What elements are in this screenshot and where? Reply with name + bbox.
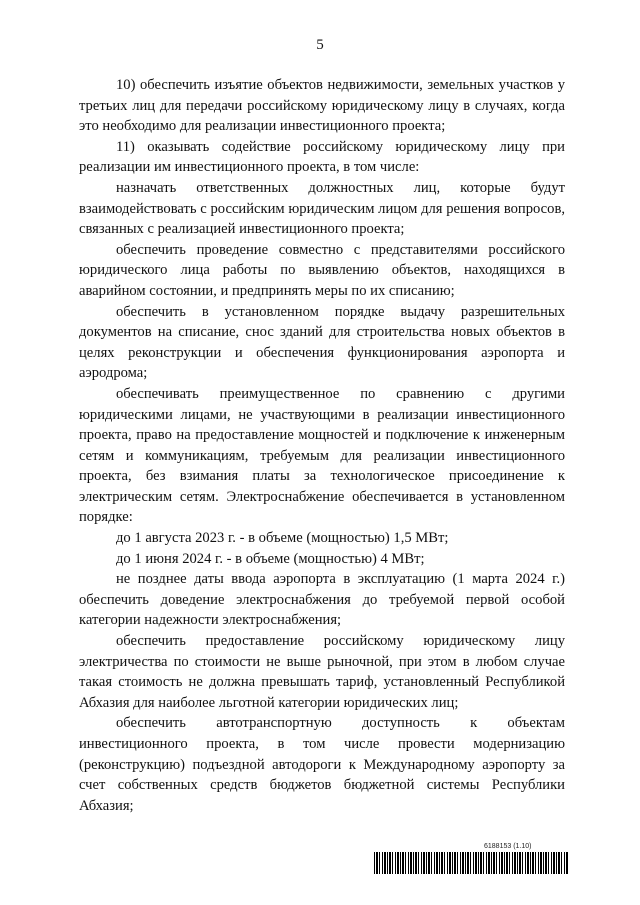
barcode-code: 6188153 (1.10) [484,843,532,850]
paragraph: обеспечить проведение совместно с представителями российского юридического лица работы по выявлению объектов, находящихся в аварийном состоянии, и предпринять меры по их списанию; [79,241,565,299]
page-number: 5 [316,37,324,53]
paragraph: 10) обеспечить изъятие объектов недвижимости, земельных участков у третьих лиц для передачи российскому юридическому лицу в случаях, когда это необходимо для реализации инвестиционного проекта; [79,77,565,135]
paragraph: до 1 июня 2024 г. - в объеме (мощностью) 4 МВт; [116,550,425,567]
paragraph: 11) оказывать содействие российскому юридическому лицу при реализации им инвестиционного проекта, в том числе: [79,138,565,176]
barcode-image [374,852,568,874]
paragraph: не позднее даты ввода аэропорта в эксплуатацию (1 марта 2024 г.) обеспечить доведение электроснабжения до требуемой первой особой категории надежности электроснабжения; [79,571,565,629]
paragraph: назначать ответственных должностных лиц, которые будут взаимодействовать с российским юридическим лицом для решения вопросов, связанных с реализацией инвестиционного проекта; [79,179,565,238]
paragraph: обеспечивать преимущественное по сравнению с другими юридическими лицами, не участвующими в реализации инвестиционного проекта, право на предоставление мощностей и подключение к инженерным сетям и коммуникациям, требуемым для реализации инвестиционного проекта, без взимания платы за технологическое присоединение к электрическим сетям. Электроснабжение обеспечивается в установленном порядке: [79,385,565,526]
paragraph: обеспечить в установленном порядке выдачу разрешительных документов на списание, снос зданий для строительства новых объектов в целях реконструкции и обеспечения функционирования аэропорта и аэродрома; [79,303,565,382]
paragraph: до 1 августа 2023 г. - в объеме (мощностью) 1,5 МВт; [116,530,449,547]
paragraph: обеспечить автотранспортную доступность к объектам инвестиционного проекта, в том числе провести модернизацию (реконструкцию) подъездной автодороги к Международному аэропорту за счет собственных средств бюджетов бюджетной системы Республики Абхазия; [79,715,565,814]
document-body [79,75,565,816]
paragraph: обеспечить предоставление российскому юридическому лицу электричества по стоимости не выше рыночной, при этом в любом случае такая стоимость не должна превышать тариф, установленный Республикой Абхазия для наиболее льготной категории юридических лиц; [79,633,565,711]
